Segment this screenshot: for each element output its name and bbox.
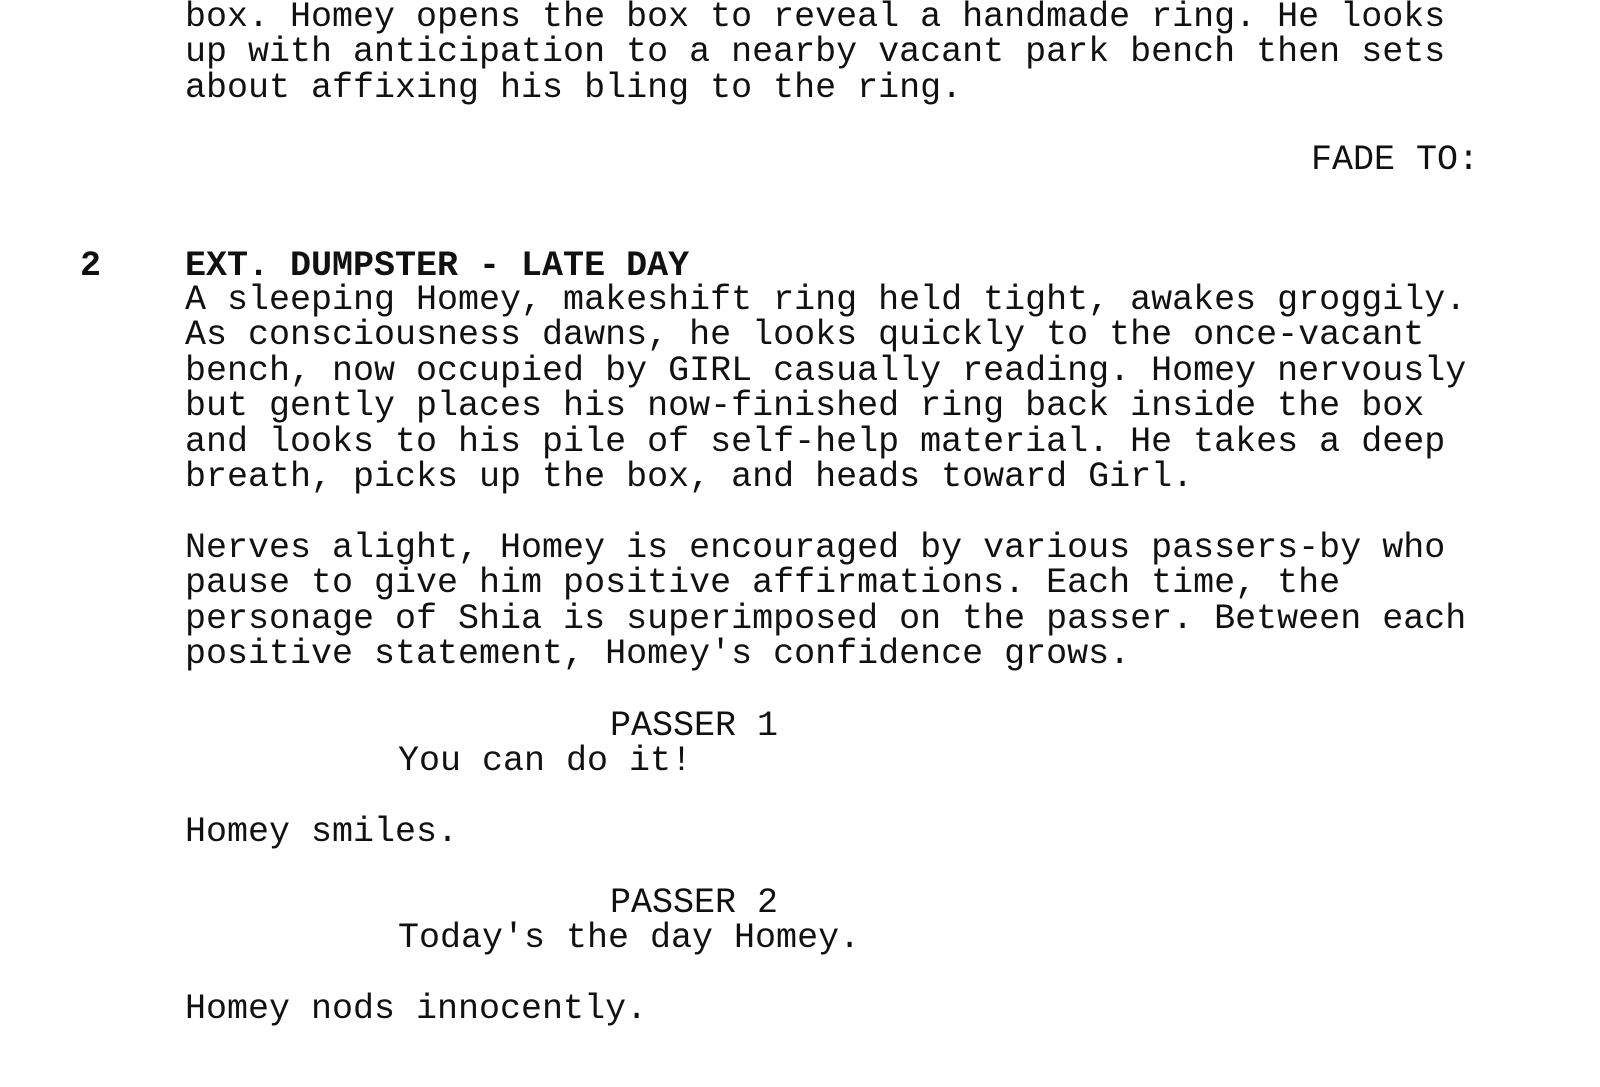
action-line: but gently places his now-finished ring back inside the box — [185, 386, 1425, 427]
action-line: breath, picks up the box, and heads toward Girl. — [185, 457, 1194, 498]
transition: FADE TO: — [1311, 140, 1480, 180]
action-line: A sleeping Homey, makeshift ring held tight, awakes groggily. — [185, 280, 1467, 320]
action-line: pause to give him positive affirmations. Each time, the — [185, 563, 1341, 604]
dialogue-line: You can do it! — [398, 741, 693, 781]
action-line: Nerves alight, Homey is encouraged by various passers-by who — [185, 528, 1446, 568]
action-line: Homey smiles. — [185, 812, 459, 852]
action-line: positive statement, Homey's confidence grows. — [185, 634, 1131, 675]
character-name: PASSER 1 — [610, 706, 779, 746]
scene1-action — [185, 0, 1445, 106]
scene-number: 2 — [80, 246, 102, 286]
action-line: Homey nods innocently. — [185, 989, 648, 1029]
scene2-action-1 — [185, 280, 1467, 498]
action-line: about affixing his bling to the ring. — [185, 67, 963, 108]
action-line: personage of Shia is superimposed on the passer. Between each — [185, 598, 1467, 639]
action-line: bench, now occupied by GIRL casually reading. Homey nervously — [185, 350, 1467, 391]
action-line: As consciousness dawns, he looks quickly to the once-vacant — [185, 315, 1425, 356]
action-line: up with anticipation to a nearby vacant park bench then sets — [185, 32, 1446, 73]
scene2-action-2 — [185, 528, 1467, 675]
action-line: box. Homey opens the box to reveal a handmade ring. He looks — [185, 0, 1446, 37]
character-name: PASSER 2 — [610, 883, 779, 923]
action-line: and looks to his pile of self-help material. He takes a deep — [185, 421, 1446, 462]
scene-heading: EXT. DUMPSTER - LATE DAY — [185, 246, 690, 286]
dialogue-line: Today's the day Homey. — [398, 918, 861, 958]
